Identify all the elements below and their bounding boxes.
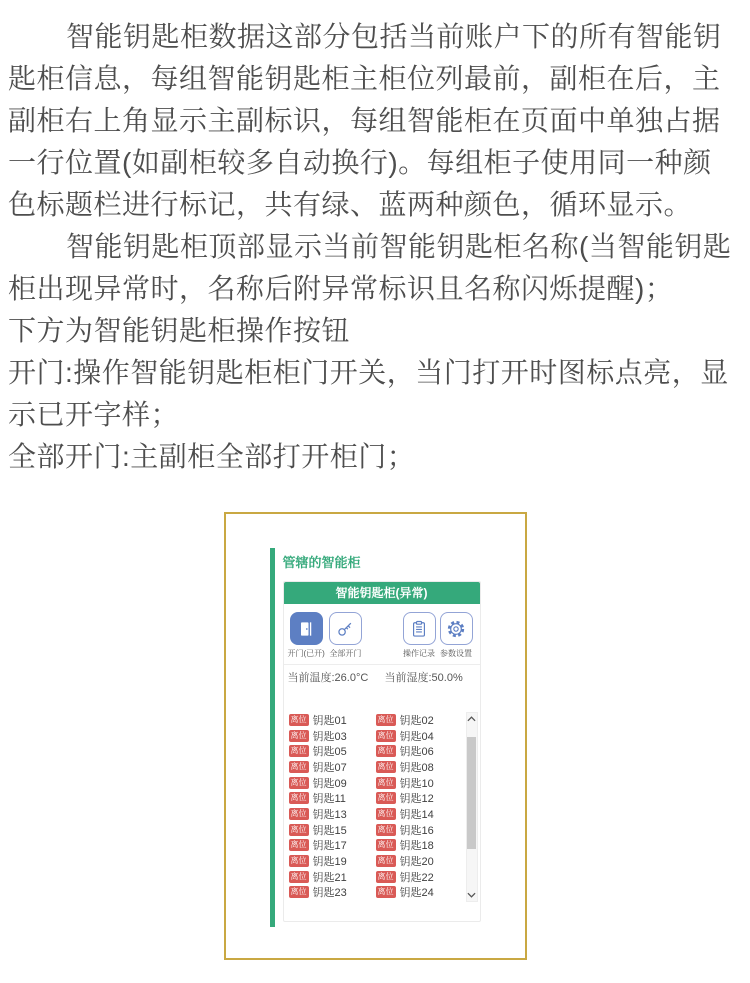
parameter-settings-label: 参数设置 [440, 649, 472, 658]
key-status-badge: 离位 [290, 793, 307, 803]
key-name: 钥匙02 [399, 714, 434, 727]
key-name: 钥匙19 [312, 856, 347, 869]
key-list-item [376, 743, 466, 759]
key-name: 钥匙14 [399, 808, 434, 821]
key-name: 钥匙07 [312, 761, 347, 774]
doc-paragraph: 开门:操作智能钥匙柜柜门开关，当门打开时图标点亮，显示已开字样； [8, 357, 729, 430]
key-name: 钥匙22 [399, 871, 434, 884]
records-icon [403, 612, 436, 645]
key-name: 钥匙04 [399, 730, 434, 743]
key-name: 钥匙10 [399, 777, 434, 790]
open-all-doors-label: 全部开门 [329, 649, 362, 658]
key-status-badge: 离位 [290, 714, 307, 724]
key-list-item [289, 837, 376, 853]
key-list-item [289, 728, 376, 744]
key-status-badge: 离位 [290, 730, 307, 740]
key-list-item [376, 790, 466, 806]
scroll-up-icon[interactable] [467, 713, 477, 725]
key-list-item [289, 790, 376, 806]
scroll-down-icon[interactable] [467, 889, 477, 901]
key-list-scrollbar[interactable] [466, 712, 478, 902]
door-button-group [288, 612, 362, 659]
key-status-badge: 离位 [377, 730, 394, 740]
cabinet-button-row [284, 604, 480, 659]
key-status-badge: 离位 [290, 856, 307, 866]
open-all-doors-button[interactable] [329, 612, 362, 659]
key-name: 钥匙01 [312, 714, 347, 727]
key-status-badge: 离位 [290, 808, 307, 818]
key-list-item [376, 775, 466, 791]
key-status-badge: 离位 [290, 777, 307, 787]
key-status-badge: 离位 [377, 840, 394, 850]
parameter-settings-button[interactable] [440, 612, 473, 659]
doc-paragraph: 智能钥匙柜顶部显示当前智能钥匙柜名称(当智能钥匙柜出现异常时，名称后附异常标识且名称闪烁提醒)； [8, 231, 732, 304]
key-list-item [376, 712, 466, 728]
key-name: 钥匙18 [399, 840, 434, 853]
key-list-item [376, 869, 466, 885]
key-name: 钥匙08 [399, 761, 434, 774]
cabinet-title-bar: 智能钥匙柜(异常) [284, 582, 480, 604]
key-status-badge: 离位 [377, 887, 394, 897]
key-status-badge: 离位 [377, 808, 394, 818]
humidity-value: 当前湿度:50.0% [384, 672, 463, 684]
key-name: 钥匙11 [312, 793, 346, 806]
doc-paragraph: 智能钥匙柜数据这部分包括当前账户下的所有智能钥匙柜信息，每组智能钥匙柜主柜位列最前，副柜在后，主副柜右上角显示主副标识，每组智能柜在页面中单独占据一行位置(如副柜较多自动换行)。每组柜子使用同一种颜色标题栏进行标记，共有绿、蓝两种颜色，循环显示。 [8, 21, 722, 220]
key-list-item [289, 884, 376, 900]
key-name: 钥匙12 [399, 793, 434, 806]
key-list-item [376, 728, 466, 744]
key-status-badge: 离位 [377, 761, 394, 771]
key-name: 钥匙23 [312, 887, 347, 900]
screenshot-figure [224, 512, 527, 960]
key-list-item [376, 822, 466, 838]
key-status-badge: 离位 [290, 761, 307, 771]
key-name: 钥匙16 [399, 824, 434, 837]
key-status-badge: 离位 [377, 714, 394, 724]
key-status-badge: 离位 [377, 824, 394, 834]
green-accent-stripe [270, 548, 275, 927]
key-status-badge: 离位 [290, 887, 307, 897]
key-name: 钥匙20 [399, 856, 434, 869]
operation-records-button[interactable] [403, 612, 436, 659]
key-list-item [289, 775, 376, 791]
temperature-value: 当前温度:26.0°C [287, 672, 369, 684]
key-list-item [376, 884, 466, 900]
key-list-item [376, 853, 466, 869]
key-status-badge: 离位 [377, 871, 394, 881]
key-name: 钥匙21 [312, 871, 347, 884]
cabinet-card [283, 581, 481, 922]
key-status-badge: 离位 [377, 793, 394, 803]
key-icon [329, 612, 362, 645]
environment-row [284, 665, 480, 685]
key-status-badge: 离位 [377, 856, 394, 866]
key-list-item [376, 759, 466, 775]
key-list-item [289, 869, 376, 885]
scrollbar-thumb[interactable] [467, 737, 476, 849]
admin-button-group [403, 612, 473, 659]
door-open-icon [290, 612, 323, 645]
operation-records-label: 操作记录 [403, 649, 435, 658]
section-title: 管辖的智能柜 [282, 555, 361, 570]
key-name: 钥匙09 [312, 777, 347, 790]
key-name: 钥匙05 [312, 746, 347, 759]
key-name: 钥匙15 [312, 824, 347, 837]
key-status-badge: 离位 [290, 840, 307, 850]
key-name: 钥匙03 [312, 730, 347, 743]
key-list-item [289, 712, 376, 728]
key-list-item [376, 806, 466, 822]
key-list-item [289, 822, 376, 838]
key-status-badge: 离位 [290, 746, 307, 756]
key-name: 钥匙06 [399, 746, 434, 759]
key-list [284, 712, 466, 902]
key-list-item [289, 853, 376, 869]
settings-gear-icon [440, 612, 473, 645]
document-body [0, 0, 750, 478]
key-name: 钥匙24 [399, 887, 434, 900]
key-status-badge: 离位 [377, 746, 394, 756]
key-status-badge: 离位 [290, 871, 307, 881]
key-name: 钥匙13 [312, 808, 347, 821]
key-list-item [376, 837, 466, 853]
open-door-button[interactable] [288, 612, 325, 659]
key-status-badge: 离位 [377, 777, 394, 787]
key-list-item [289, 759, 376, 775]
doc-paragraph: 全部开门:主副柜全部打开柜门； [8, 441, 416, 472]
open-door-label: 开门(已开) [287, 649, 325, 658]
doc-paragraph: 下方为智能钥匙柜操作按钮 [8, 315, 351, 346]
key-name: 钥匙17 [312, 840, 347, 853]
key-list-item [289, 743, 376, 759]
key-list-item [289, 806, 376, 822]
key-status-badge: 离位 [290, 824, 307, 834]
